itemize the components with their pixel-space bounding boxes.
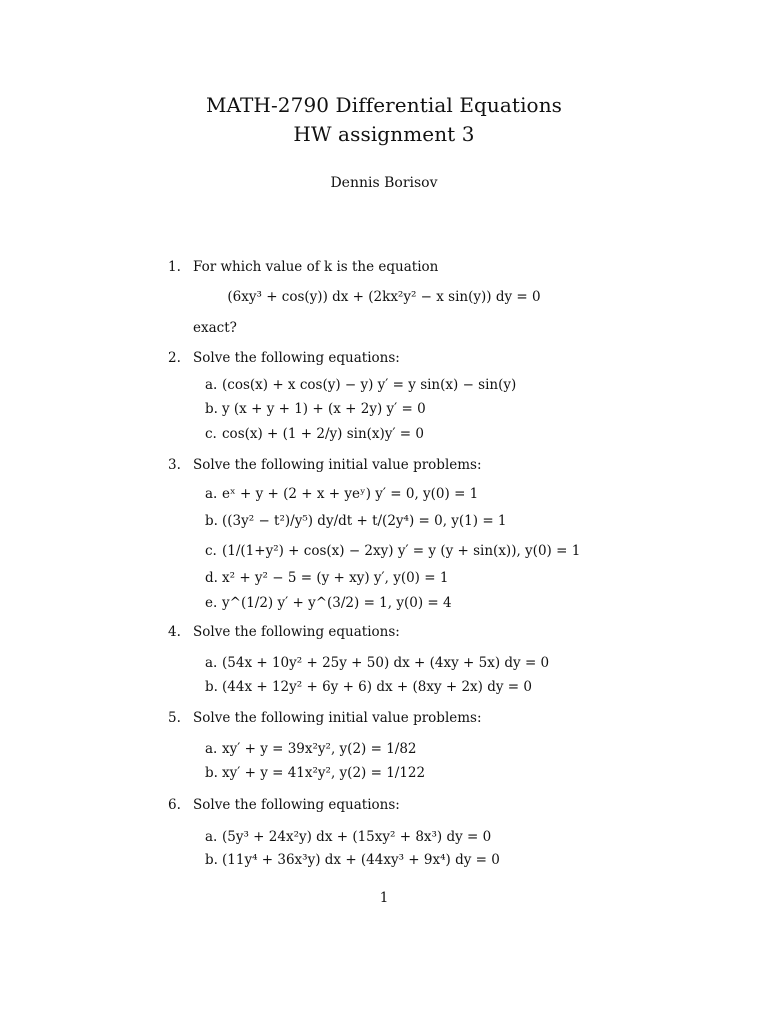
item-label: a. bbox=[205, 655, 218, 671]
item-expression: xy′ + y = 39x²y², y(2) = 1/82 bbox=[222, 741, 417, 757]
problem-3-text: Solve the following initial value problems: bbox=[193, 457, 482, 473]
problem-1-text: For which value of k is the equation bbox=[193, 259, 439, 275]
problem-6b bbox=[205, 852, 500, 868]
problem-3d bbox=[205, 570, 448, 586]
item-label: c. bbox=[205, 543, 217, 559]
item-label: b. bbox=[205, 679, 218, 695]
item-expression: (54x + 10y² + 25y + 50) dx + (4xy + 5x) dy = 0 bbox=[222, 655, 550, 671]
item-label: a. bbox=[205, 741, 218, 757]
problem-4-text: Solve the following equations: bbox=[193, 624, 400, 640]
document-title: MATH-2790 Differential Equations bbox=[205, 93, 563, 117]
problem-5-text: Solve the following initial value problems: bbox=[193, 710, 482, 726]
problem-1-equation: (6xy³ + cos(y)) dx + (2kx²y² − x sin(y)) dy = 0 bbox=[227, 289, 541, 305]
item-expression: (cos(x) + x cos(y) − y) y′ = y sin(x) − sin(y) bbox=[222, 377, 517, 393]
problem-1-after: exact? bbox=[193, 320, 237, 336]
author-name: Dennis Borisov bbox=[330, 175, 438, 191]
item-expression: cos(x) + (1 + 2/y) sin(x)y′ = 0 bbox=[222, 426, 424, 442]
problem-6a bbox=[205, 829, 491, 845]
item-expression: y^(1/2) y′ + y^(3/2) = 1, y(0) = 4 bbox=[222, 595, 452, 611]
item-expression: x² + y² − 5 = (y + xy) y′, y(0) = 1 bbox=[222, 570, 449, 586]
page-number: 1 bbox=[379, 890, 389, 906]
problem-5-number: 5. bbox=[168, 710, 181, 726]
problem-4a bbox=[205, 655, 549, 671]
item-label: b. bbox=[205, 852, 218, 868]
problem-2-number: 2. bbox=[168, 350, 181, 366]
item-expression: y (x + y + 1) + (x + 2y) y′ = 0 bbox=[222, 401, 426, 417]
item-expression: (5y³ + 24x²y) dx + (15xy² + 8x³) dy = 0 bbox=[222, 829, 492, 845]
problem-4-number: 4. bbox=[168, 624, 181, 640]
item-expression: ((3y² − t²)/y⁵) dy/dt + t/(2y⁴) = 0, y(1) = 1 bbox=[222, 513, 507, 529]
item-label: d. bbox=[205, 570, 218, 586]
problem-6-text: Solve the following equations: bbox=[193, 797, 400, 813]
item-label: b. bbox=[205, 513, 218, 529]
item-label: a. bbox=[205, 829, 218, 845]
problem-3a bbox=[205, 486, 478, 502]
problem-2-text: Solve the following equations: bbox=[193, 350, 400, 366]
problem-2c bbox=[205, 426, 424, 442]
problem-2a bbox=[205, 377, 516, 393]
problem-1-number: 1. bbox=[168, 259, 181, 275]
item-label: b. bbox=[205, 401, 218, 417]
item-label: c. bbox=[205, 426, 217, 442]
document-subtitle: HW assignment 3 bbox=[293, 122, 475, 146]
item-label: b. bbox=[205, 765, 218, 781]
item-expression: xy′ + y = 41x²y², y(2) = 1/122 bbox=[222, 765, 426, 781]
item-label: a. bbox=[205, 377, 218, 393]
item-expression: eˣ + y + (2 + x + yeʸ) y′ = 0, y(0) = 1 bbox=[222, 486, 479, 502]
problem-3e bbox=[205, 595, 452, 611]
item-label: a. bbox=[205, 486, 218, 502]
item-label: e. bbox=[205, 595, 218, 611]
problem-3b bbox=[205, 513, 507, 529]
problem-3c bbox=[205, 543, 580, 559]
item-expression: (11y⁴ + 36x³y) dx + (44xy³ + 9x⁴) dy = 0 bbox=[222, 852, 500, 868]
problem-2b bbox=[205, 401, 426, 417]
item-expression: (44x + 12y² + 6y + 6) dx + (8xy + 2x) dy = 0 bbox=[222, 679, 532, 695]
problem-6-number: 6. bbox=[168, 797, 181, 813]
item-expression: (1/(1+y²) + cos(x) − 2xy) y′ = y (y + sin(x)), y(0) = 1 bbox=[222, 543, 581, 559]
problem-3-number: 3. bbox=[168, 457, 181, 473]
problem-5b bbox=[205, 765, 425, 781]
problem-4b bbox=[205, 679, 532, 695]
problem-5a bbox=[205, 741, 417, 757]
